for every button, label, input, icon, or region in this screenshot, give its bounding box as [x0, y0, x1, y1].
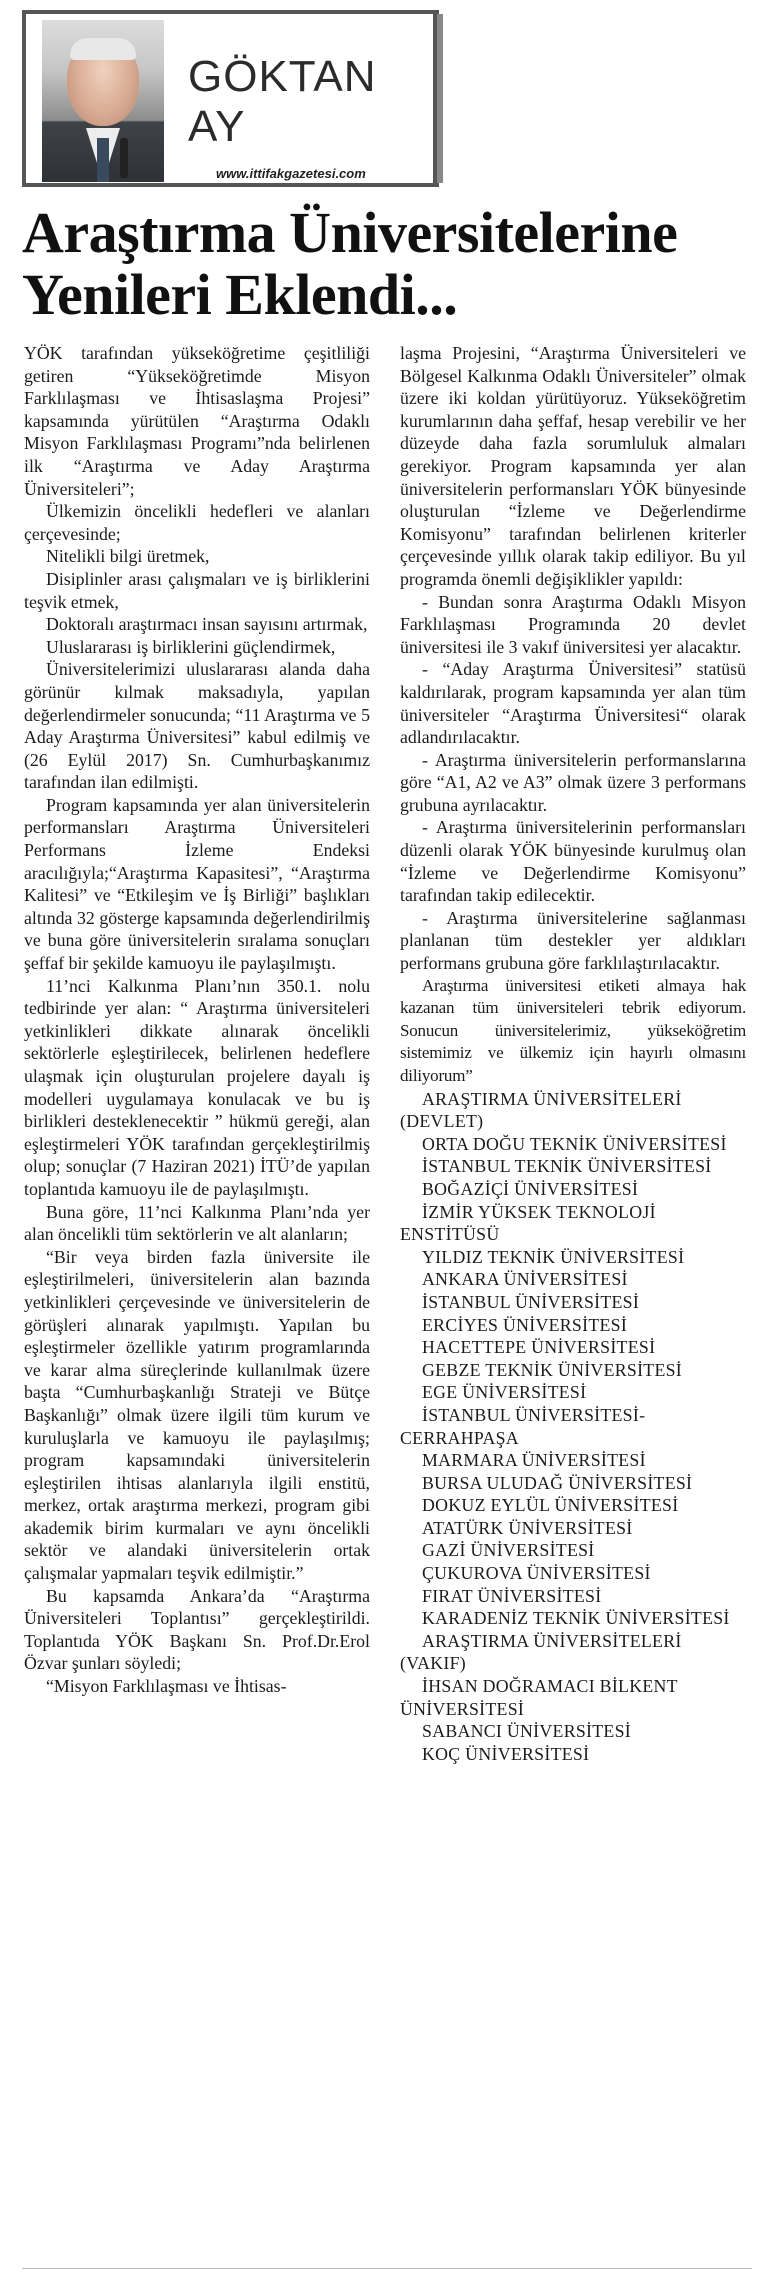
- list-item: HACETTEPE ÜNİVERSİTESİ: [422, 1337, 656, 1358]
- list-item: GAZİ ÜNİVERSİTESİ: [422, 1540, 595, 1561]
- paragraph: Nitelikli bilgi üretmek,: [46, 546, 210, 567]
- paragraph: - Araştırma üniversitelerin performanslarına göre “A1, A2 ve A3” olmak üzere 3 performans grubuna ayrılacaktır.: [400, 749, 746, 815]
- article-left-column: [24, 342, 370, 1698]
- list-item: EGE ÜNİVERSİTESİ: [422, 1382, 587, 1403]
- list-item: ANKARA ÜNİVERSİTESİ: [422, 1269, 628, 1290]
- list-item: BURSA ULUDAĞ ÜNİVERSİTESİ: [422, 1472, 693, 1493]
- paragraph: - “Aday Araştırma Üniversitesi” statüsü kaldırılarak, program kapsamında yer alan tüm üniversiteler “Araştırma Üniversitesi“ olarak adlandırılacaktır.: [400, 659, 746, 748]
- article-headline: [22, 202, 762, 326]
- paragraph: Ülkemizin öncelikli hedefleri ve alanları çerçevesinde;: [24, 501, 370, 544]
- paragraph: Üniversitelerimizi uluslararası alanda daha görünür kılmak maksadıyla, yapılan değerlendirmeler sonucunda; “11 Araştırma ve 5 Aday Araştırma Üniversitesi” kabul edilmiş ve (26 Eylül 2017) Sn. Cumhurbaşkanımız tarafından ilan edilmişti.: [24, 659, 370, 793]
- article-right-column: [400, 342, 746, 1765]
- list-item: İZMİR YÜKSEK TEKNOLOJİ ENSTİTÜSÜ: [400, 1201, 656, 1245]
- list-item: ERCİYES ÜNİVERSİTESİ: [422, 1314, 628, 1335]
- list-item: YILDIZ TEKNİK ÜNİVERSİTESİ: [422, 1246, 685, 1267]
- list-item: GEBZE TEKNİK ÜNİVERSİTESİ: [422, 1359, 683, 1380]
- paragraph: Araştırma üniversitesi etiketi almaya hak kazanan tüm üniversiteleri tebrik ediyorum. Sonucun üniversitelerimiz, yükseköğretim sistemimiz ve ülkemiz için hayırlı olmasını diliyorum”: [400, 975, 746, 1085]
- paragraph: - Araştırma üniversitelerine sağlanması planlanan tüm destekler yer aldıkları performans grubuna göre farklılaştırılacaktır.: [400, 907, 746, 974]
- list-item: İSTANBUL ÜNİVERSİTESİ: [422, 1291, 640, 1312]
- list-heading: ARAŞTIRMA ÜNİVERSİTELERİ (VAKIF): [400, 1630, 682, 1674]
- headline-line-2: Yenileri Eklendi...: [22, 262, 458, 327]
- paragraph: - Bundan sonra Araştırma Odaklı Misyon Farklılaşması Programında 20 devlet üniversitesi ile 3 vakıf üniversitesi yer alacaktır.: [400, 591, 746, 657]
- list-item: İSTANBUL ÜNİVERSİTESİ-CERRAHPAŞA: [400, 1404, 646, 1448]
- paragraph: Doktoralı araştırmacı insan sayısını artırmak,: [46, 614, 368, 635]
- author-photo-tie: [97, 138, 109, 182]
- paragraph: laşma Projesini, “Araştırma Üniversiteleri ve Bölgesel Kalkınma Odaklı Üniversiteler” olmak üzere iki koldan yürütüyoruz. Yükseköğretim kurumlarının daha şeffaf, hesap verebilir ve her düzeyde daha fazla sorumluluk almaları gerekiyor. Program kapsamında yer alan üniversitelerin performansları YÖK bünyesinde oluşturulan “İzleme ve Değerlendirme Komisyonu” tarafından belirlenen kriterler çerçevesinde yıllık olarak takip ediliyor. Bu yıl programda önemli değişiklikler yapıldı:: [400, 343, 746, 589]
- list-item: BOĞAZİÇİ ÜNİVERSİTESİ: [422, 1178, 639, 1199]
- list-item: KOÇ ÜNİVERSİTESİ: [422, 1743, 590, 1764]
- list-item: SABANCI ÜNİVERSİTESİ: [422, 1721, 632, 1742]
- headline-line-1: Araştırma Üniversitelerine: [22, 200, 678, 265]
- paragraph: Buna göre, 11’nci Kalkınma Planı’nda yer alan öncelikli tüm sektörlerin ve alt alanların;: [24, 1201, 370, 1245]
- paragraph: Disiplinler arası çalışmaları ve iş birliklerini teşvik etmek,: [24, 568, 370, 612]
- paragraph: - Araştırma üniversitelerinin performansları düzenli olarak YÖK bünyesinde kurulmuş olan “İzleme ve Değerlendirme Komisyonu” tarafından takip edilecektir.: [400, 817, 746, 906]
- list-item: KARADENİZ TEKNİK ÜNİVERSİTESİ: [422, 1608, 730, 1629]
- paragraph: “Bir veya birden fazla üniversite ile eşleştirilmeleri, üniversitelerin alan bazında yetkinlikleri çerçevesinde ve üniversitelerin de görüşleri alınarak yapılmıştı. Yapılan bu eşleştirmeler özellikle yatırım programlarında ve karar alma süreçlerinde kullanılmak üzere başta “Cumhurbaşkanlığı Strateji ve Bütçe Başkanlığı” olmak üzere ilgili tüm kurum ve kuruluşlarla ve kamuoyu ile paylaşılmış; program kapsamındaki üniversitelerin eşleştirilen ihtisas alanlarıyla ilgili enstitü, merkez, ortak araştırma merkezi, program gibi akademik birim kurmaları ve aynı öncelikli sektör ve alandaki üniversitelerin ortak çalışmalar yapmaları teşvik edilmiştir.”: [24, 1246, 370, 1584]
- newspaper-website: www.ittifakgazetesi.com: [216, 166, 366, 181]
- paragraph: Uluslararası iş birliklerini güçlendirmek,: [46, 636, 336, 657]
- list-item: İHSAN DOĞRAMACI BİLKENT ÜNİVERSİTESİ: [400, 1676, 678, 1719]
- list-item: DOKUZ EYLÜL ÜNİVERSİTESİ: [422, 1495, 679, 1516]
- list-item: MARMARA ÜNİVERSİTESİ: [422, 1450, 646, 1471]
- list-item: ATATÜRK ÜNİVERSİTESİ: [422, 1517, 633, 1538]
- bottom-divider: [22, 2268, 752, 2269]
- paragraph: “Misyon Farklılaşması ve İhtisas-: [46, 1676, 287, 1697]
- list-item: İSTANBUL TEKNİK ÜNİVERSİTESİ: [422, 1156, 712, 1177]
- author-photo-hair: [70, 38, 136, 60]
- list-heading: ARAŞTIRMA ÜNİVERSİTELERİ (DEVLET): [400, 1088, 682, 1132]
- microphone-icon: [120, 138, 128, 178]
- paragraph: Bu kapsamda Ankara’da “Araştırma Üniversiteleri Toplantısı” gerçekleştirildi. Toplantıda YÖK Başkanı Sn. Prof.Dr.Erol Özvar şunları söyledi;: [24, 1585, 370, 1674]
- author-photo: [42, 20, 164, 182]
- list-item: ÇUKUROVA ÜNİVERSİTESİ: [422, 1563, 651, 1584]
- paragraph: YÖK tarafından yükseköğretime çeşitliliği getiren “Yükseköğretimde Misyon Farklılaşması ve İhtisaslaşma Projesi” kapsamında yürütülen “Araştırma Odaklı Misyon Farklılaşması Programı”nda belirlenen ilk “Araştırma ve Aday Araştırma Üniversiteleri”;: [24, 343, 370, 499]
- list-item: FIRAT ÜNİVERSİTESİ: [422, 1585, 602, 1606]
- list-item: ORTA DOĞU TEKNİK ÜNİVERSİTESİ: [422, 1133, 727, 1154]
- author-name: GÖKTAN AY: [188, 52, 377, 151]
- paragraph: 11’nci Kalkınma Planı’nın 350.1. nolu tedbirinde yer alan: “ Araştırma üniversiteleri yetkinlikleri dikkate alınarak öncelikli sektörlerle eşleştirilecek, belirlenen hedeflere ulaşmak için oluşturulan projelere dayalı iş modelleri uygulamaya konulacak ve bu iş birlikleri desteklenecektir ” hükmü gereği, alan eşleştirmeleri YÖK tarafından gerçekleştirilmiş olup; sonuçlar (7 Haziran 2021) İTÜ’de yapılan toplantıda kamuoyu ile de paylaşılmıştı.: [24, 975, 370, 1199]
- paragraph: Program kapsamında yer alan üniversitelerin performansları Araştırma Üniversiteleri Performans İzleme Endeksi aracılığıyla;“Araştırma Kapasitesi”, “Araştırma Kalitesi” ve “Etkileşim ve İş Birliği” başlıkları altında 32 gösterge kapsamında değerlendirilmiş ve buna göre üniversitelerin sıralama sonuçları şeffaf bir şekilde kamuoyu ile paylaşılmıştı.: [24, 794, 370, 974]
